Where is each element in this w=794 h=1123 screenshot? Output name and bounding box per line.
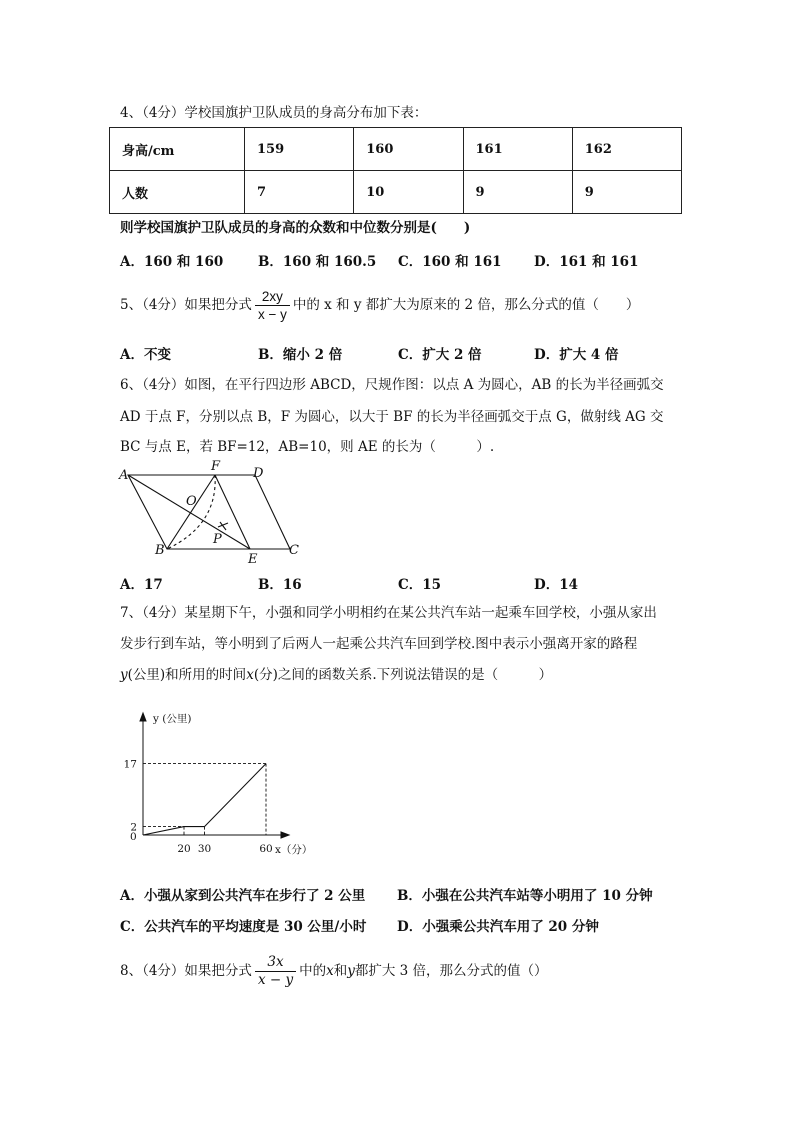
q4-option-d[interactable]: D．161 和 161 — [534, 254, 639, 270]
q7-option-c[interactable]: C．公共汽车的平均速度是 30 公里/小时 — [120, 919, 367, 935]
q6-option-a[interactable]: A．17 — [120, 577, 163, 593]
label-d: D — [253, 466, 264, 481]
q5-fraction — [255, 288, 290, 323]
label-p: P — [213, 532, 222, 547]
y-tick-label: 17 — [123, 758, 137, 771]
q5-option-a[interactable]: A．不变 — [120, 347, 171, 363]
label-a: A — [119, 468, 129, 483]
q5-option-b[interactable]: B．缩小 2 倍 — [258, 347, 343, 363]
q6-option-b[interactable]: B．16 — [258, 577, 302, 593]
q7-options-row2 — [120, 915, 680, 933]
origin-label: 0 — [130, 831, 137, 843]
var-x: x — [246, 667, 254, 683]
table-row — [110, 128, 682, 171]
q8-fraction — [255, 954, 296, 989]
q8-suffix: 都扩大 3 倍，那么分式的值（） — [354, 963, 548, 979]
q6-line-2: AD 于点 F，分别以点 B，F 为圆心，以大于 BF 的长为半径画弧交于点 G，做射线 AG 交 — [120, 409, 664, 425]
q5-frac-num: 2xy — [255, 288, 290, 306]
q4-options — [120, 250, 680, 268]
q4-option-a[interactable]: A．160 和 160 — [120, 254, 224, 270]
q8-var-x: x — [326, 963, 334, 979]
x-axis-label: x（分） — [275, 844, 313, 856]
q8-var-y: y — [347, 963, 355, 979]
q7-option-b[interactable]: B．小强在公共汽车站等小明用了 10 分钟 — [397, 888, 653, 904]
table-cell: 159 — [245, 128, 354, 171]
q7-line-3 — [120, 666, 552, 684]
table-cell: 162 — [572, 128, 681, 171]
table-cell: 9 — [572, 171, 681, 214]
q6-options — [120, 573, 680, 591]
distance-time-chart — [115, 705, 335, 860]
table-cell: 人数 — [110, 171, 245, 214]
y-tick-label: 2 — [130, 821, 137, 834]
q5-prefix: 5、（4分）如果把分式 — [120, 297, 252, 313]
q5-suffix: 中的 x 和 y 都扩大为原来的 2 倍，那么分式的值（ ） — [292, 297, 640, 313]
table-cell: 9 — [463, 171, 572, 214]
parallelogram-figure — [110, 455, 310, 565]
x-tick-label: 20 — [177, 843, 191, 855]
q6-option-d[interactable]: D．14 — [534, 577, 578, 593]
label-e: E — [248, 552, 258, 565]
table-cell: 身高/cm — [110, 128, 245, 171]
series-line — [143, 764, 266, 835]
q5-option-c[interactable]: C．扩大 2 倍 — [398, 347, 482, 363]
q8-prefix: 8、（4分）如果把分式 — [120, 963, 252, 979]
q8-frac-den: x − y — [257, 972, 294, 988]
label-b: B — [155, 543, 165, 558]
height-table — [109, 127, 682, 214]
q8-frac-num: 3x — [255, 954, 296, 972]
table-cell: 10 — [354, 171, 463, 214]
q7-line-3a: (公里)和所用的时间 — [127, 667, 247, 683]
q6-line-1: 6、（4分）如图，在平行四边形 ABCD，尺规作图：以点 A 为圆心，AB 的长为半径画弧交 — [120, 377, 664, 393]
x-tick-label: 60 — [259, 843, 273, 855]
q7-options-row1 — [120, 884, 680, 902]
x-tick-label: 30 — [197, 843, 212, 855]
parallelogram-abcd — [128, 475, 290, 549]
y-axis-arrow — [140, 713, 146, 721]
label-f: F — [211, 459, 221, 474]
q8-stem — [120, 950, 548, 992]
q6-line-3: BC 与点 E，若 BF=12，AB=10，则 AE 的长为（ ）. — [120, 439, 495, 455]
table-cell: 7 — [245, 171, 354, 214]
y-axis-label: y (公里) — [153, 713, 192, 725]
q4-option-c[interactable]: C．160 和 161 — [398, 254, 502, 270]
q6-option-c[interactable]: C．15 — [398, 577, 442, 593]
q7-line-3b: (分)之间的函数关系.下列说法错误的是（ ） — [253, 667, 553, 683]
q7-line-1: 7、（4分）某星期下午，小强和同学小明相约在某公共汽车站一起乘车回学校，小强从家出 — [120, 605, 657, 621]
q5-option-d[interactable]: D．扩大 4 倍 — [534, 347, 619, 363]
q4-question: 则学校国旗护卫队成员的身高的众数和中位数分别是( ) — [120, 220, 471, 236]
table-row — [110, 171, 682, 214]
table-cell: 161 — [463, 128, 572, 171]
q8-mid1: 中的 — [299, 963, 327, 979]
q7-line-2: 发步行到车站，等小明到了后两人一起乘公共汽车回到学校.图中表示小强离开家的路程 — [120, 636, 638, 652]
q5-stem — [120, 285, 639, 325]
q8-mid2: 和 — [333, 963, 348, 979]
q7-option-d[interactable]: D．小强乘公共汽车用了 20 分钟 — [397, 919, 599, 935]
q4-option-b[interactable]: B．160 和 160.5 — [258, 254, 377, 270]
table-cell: 160 — [354, 128, 463, 171]
q5-frac-den: x − y — [257, 307, 287, 322]
label-c: C — [289, 543, 299, 558]
var-y: y — [120, 667, 128, 683]
label-o: O — [186, 494, 197, 509]
x-axis-arrow — [281, 832, 289, 838]
segment-ae — [128, 475, 250, 549]
q7-option-a[interactable]: A．小强从家到公共汽车在步行了 2 公里 — [120, 888, 366, 904]
q4-stem: 4、（4分）学校国旗护卫队成员的身高分布加下表： — [120, 105, 428, 121]
q5-options — [120, 343, 680, 361]
